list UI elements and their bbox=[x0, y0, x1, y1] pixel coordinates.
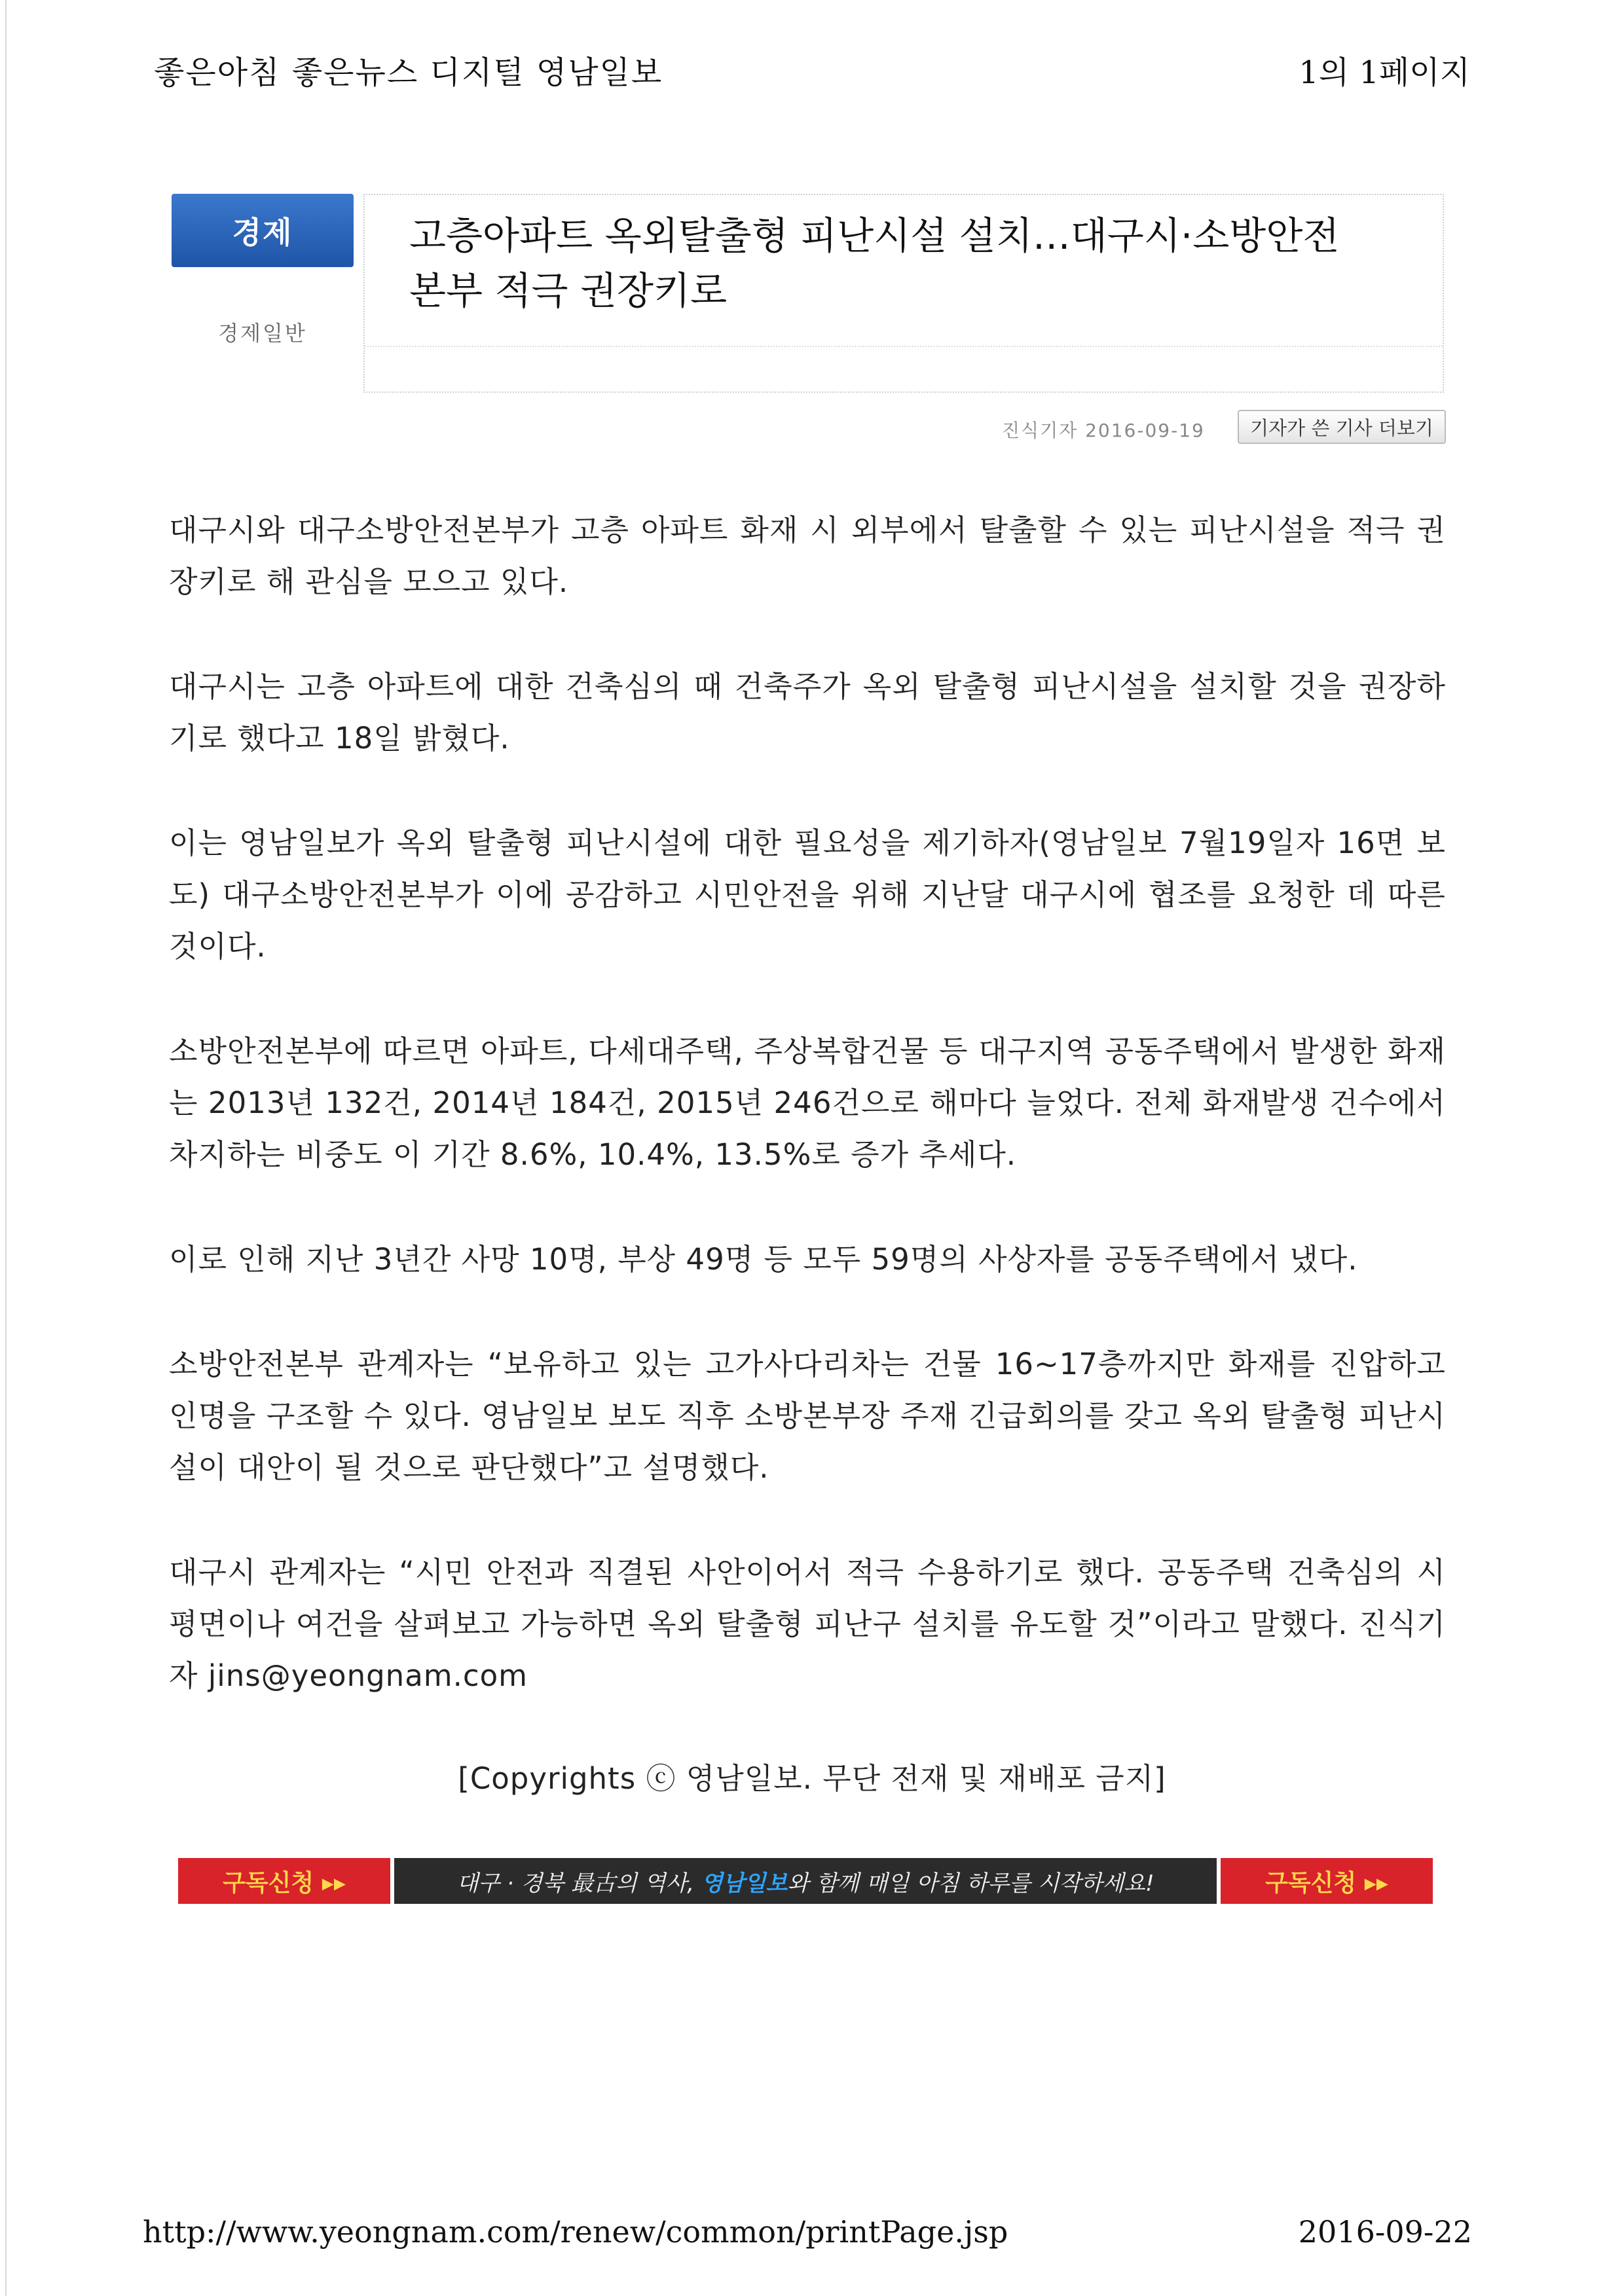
headline-line-2: 본부 적극 권장키로 bbox=[409, 268, 728, 313]
banner-message[interactable] bbox=[394, 1858, 1217, 1904]
print-header-site-name: 좋은아침 좋은뉴스 디지털 영남일보 bbox=[154, 54, 663, 91]
subscribe-button-right[interactable]: 구독신청 ▸▸ bbox=[1221, 1858, 1433, 1904]
paragraph: 이로 인해 지난 3년간 사망 10명, 부상 49명 등 모두 59명의 사상자를 공동주택에서 냈다. bbox=[169, 1242, 1358, 1277]
print-footer-date: 2016-09-22 bbox=[1298, 2214, 1472, 2250]
paragraph: 대구시 관계자는 “시민 안전과 직결된 사안이어서 적극 수용하기로 했다. 공동주택 건축심의 시 평면이나 여건을 살펴보고 가능하면 옥외 탈출형 피난구 설치를 유도할 것”이라고 말했다. 진식기자 jins@yeongnam.com bbox=[169, 1555, 1446, 1693]
banner-brand-highlight: 영남일보 bbox=[701, 1870, 788, 1897]
subscribe-button-left[interactable]: 구독신청 ▸▸ bbox=[178, 1858, 390, 1904]
byline: 진식기자 2016-09-19 bbox=[1002, 420, 1205, 441]
page-edge-rule bbox=[5, 0, 7, 2296]
paragraph: 대구시와 대구소방안전본부가 고층 아파트 화재 시 외부에서 탈출할 수 있는 피난시설을 적극 권장키로 해 관심을 모으고 있다. bbox=[169, 513, 1446, 599]
banner-message-after: 와 함께 매일 아침 하루를 시작하세요! bbox=[787, 1870, 1154, 1897]
more-articles-button[interactable]: 기자가 쓴 기사 더보기 bbox=[1238, 410, 1446, 444]
category-badge[interactable]: 경제 bbox=[172, 194, 354, 267]
paragraph: 소방안전본부 관계자는 “보유하고 있는 고가사다리차는 건물 16~17층까지만 화재를 진압하고 인명을 구조할 수 있다. 영남일보 보도 직후 소방본부장 주재 긴급회의를 갖고 옥외 탈출형 피난시설이 대안이 될 것으로 판단했다”고 설명했다. bbox=[169, 1347, 1446, 1485]
banner-message-before: 대구 · 경북 最古의 역사, bbox=[456, 1870, 701, 1897]
article-body bbox=[169, 504, 1446, 1702]
copyright-notice: [Copyrights ⓒ 영남일보. 무단 전재 및 재배포 금지] bbox=[458, 1761, 1166, 1796]
print-footer-url: http://www.yeongnam.com/renew/common/printPage.jsp bbox=[143, 2214, 1008, 2250]
paragraph: 이는 영남일보가 옥외 탈출형 피난시설에 대한 필요성을 제기하자(영남일보 7월19일자 16면 보도) 대구소방안전본부가 이에 공감하고 시민안전을 위해 지난달 대구시에 협조를 요청한 데 따른 것이다. bbox=[169, 826, 1446, 964]
print-header-page-indicator: 1의 1페이지 bbox=[1299, 54, 1470, 91]
headline-line-1: 고층아파트 옥외탈출형 피난시설 설치…대구시·소방안전 bbox=[409, 213, 1340, 258]
paragraph: 대구시는 고층 아파트에 대한 건축심의 때 건축주가 옥외 탈출형 피난시설을 설치할 것을 권장하기로 했다고 18일 밝혔다. bbox=[169, 669, 1446, 756]
subscription-banner bbox=[178, 1858, 1433, 1904]
paragraph: 소방안전본부에 따르면 아파트, 다세대주택, 주상복합건물 등 대구지역 공동주택에서 발생한 화재는 2013년 132건, 2014년 184건, 2015년 246건으로 해마다 늘었다. 전체 화재발생 건수에서 차지하는 비중도 이 기간 8.6%, 10.4%, 13.5%로 증가 추세다. bbox=[169, 1034, 1446, 1172]
subcategory-label[interactable]: 경제일반 bbox=[218, 321, 307, 346]
article-headline bbox=[409, 208, 1431, 318]
headline-box-divider bbox=[365, 346, 1443, 347]
